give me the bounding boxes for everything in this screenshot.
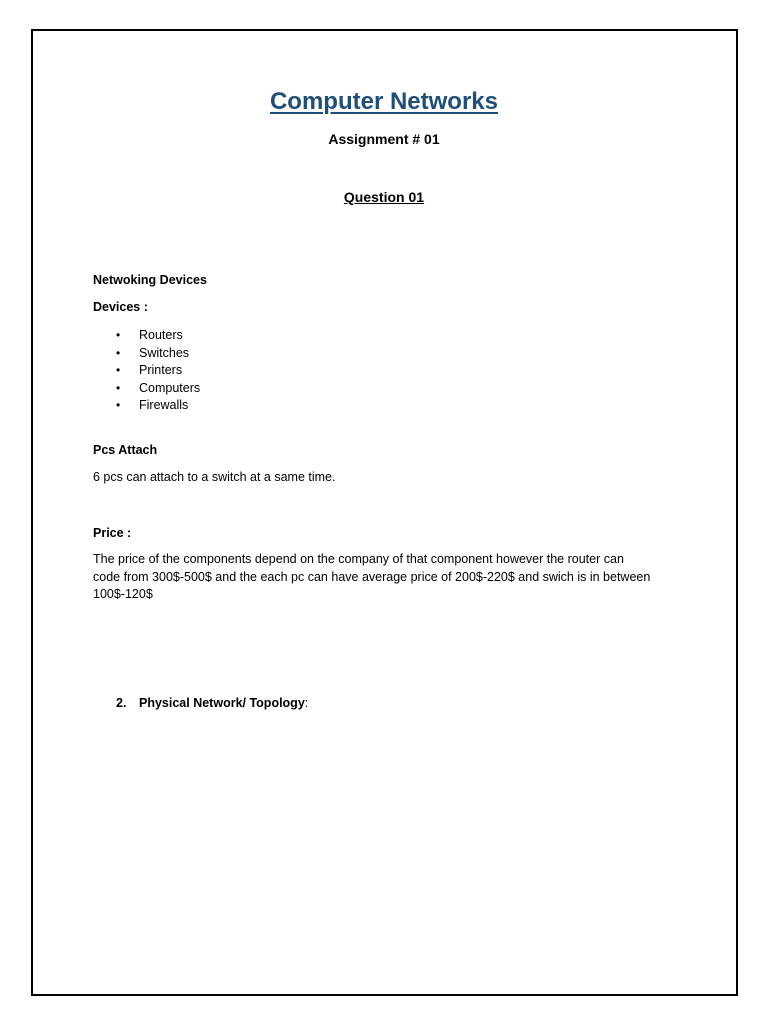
topology-list-item bbox=[116, 696, 308, 710]
assignment-subtitle: Assignment # 01 bbox=[328, 131, 440, 147]
devices-label: Devices : bbox=[93, 300, 148, 314]
list-item bbox=[93, 327, 200, 345]
price-line: 100$-120$ bbox=[93, 587, 153, 602]
networking-devices-heading: Netwoking Devices bbox=[93, 273, 207, 287]
bullet-icon: • bbox=[116, 380, 121, 395]
document-title: Computer Networks bbox=[269, 88, 499, 115]
price-paragraph bbox=[93, 551, 650, 604]
list-item bbox=[93, 397, 200, 415]
bullet-icon: • bbox=[116, 398, 121, 413]
pcs-attach-text: 6 pcs can attach to a switch at a same time. bbox=[93, 470, 336, 484]
list-item bbox=[93, 380, 200, 398]
bullet-icon: • bbox=[116, 328, 121, 342]
list-number: 2. bbox=[116, 696, 127, 710]
price-heading: Price : bbox=[93, 526, 132, 540]
question-heading: Question 01 bbox=[343, 189, 425, 205]
list-item bbox=[93, 362, 200, 380]
price-line: code from 300$-500$ and the each pc can have average price of 200$-220$ and swich is in between bbox=[93, 569, 651, 584]
topology-colon: : bbox=[304, 696, 309, 710]
device-label: Routers bbox=[139, 328, 183, 342]
device-label: Switches bbox=[139, 345, 190, 360]
device-label: Printers bbox=[139, 363, 183, 378]
bullet-icon: • bbox=[116, 345, 121, 360]
pcs-attach-heading: Pcs Attach bbox=[93, 443, 158, 457]
device-list bbox=[93, 327, 200, 415]
device-label: Computers bbox=[139, 380, 201, 395]
topology-label: Physical Network/ Topology bbox=[139, 696, 305, 710]
device-label: Firewalls bbox=[139, 398, 189, 413]
price-line: The price of the components depend on the company of that component however the router can bbox=[93, 552, 624, 566]
list-item bbox=[93, 345, 200, 363]
page-border bbox=[31, 29, 738, 996]
bullet-icon: • bbox=[116, 363, 121, 378]
